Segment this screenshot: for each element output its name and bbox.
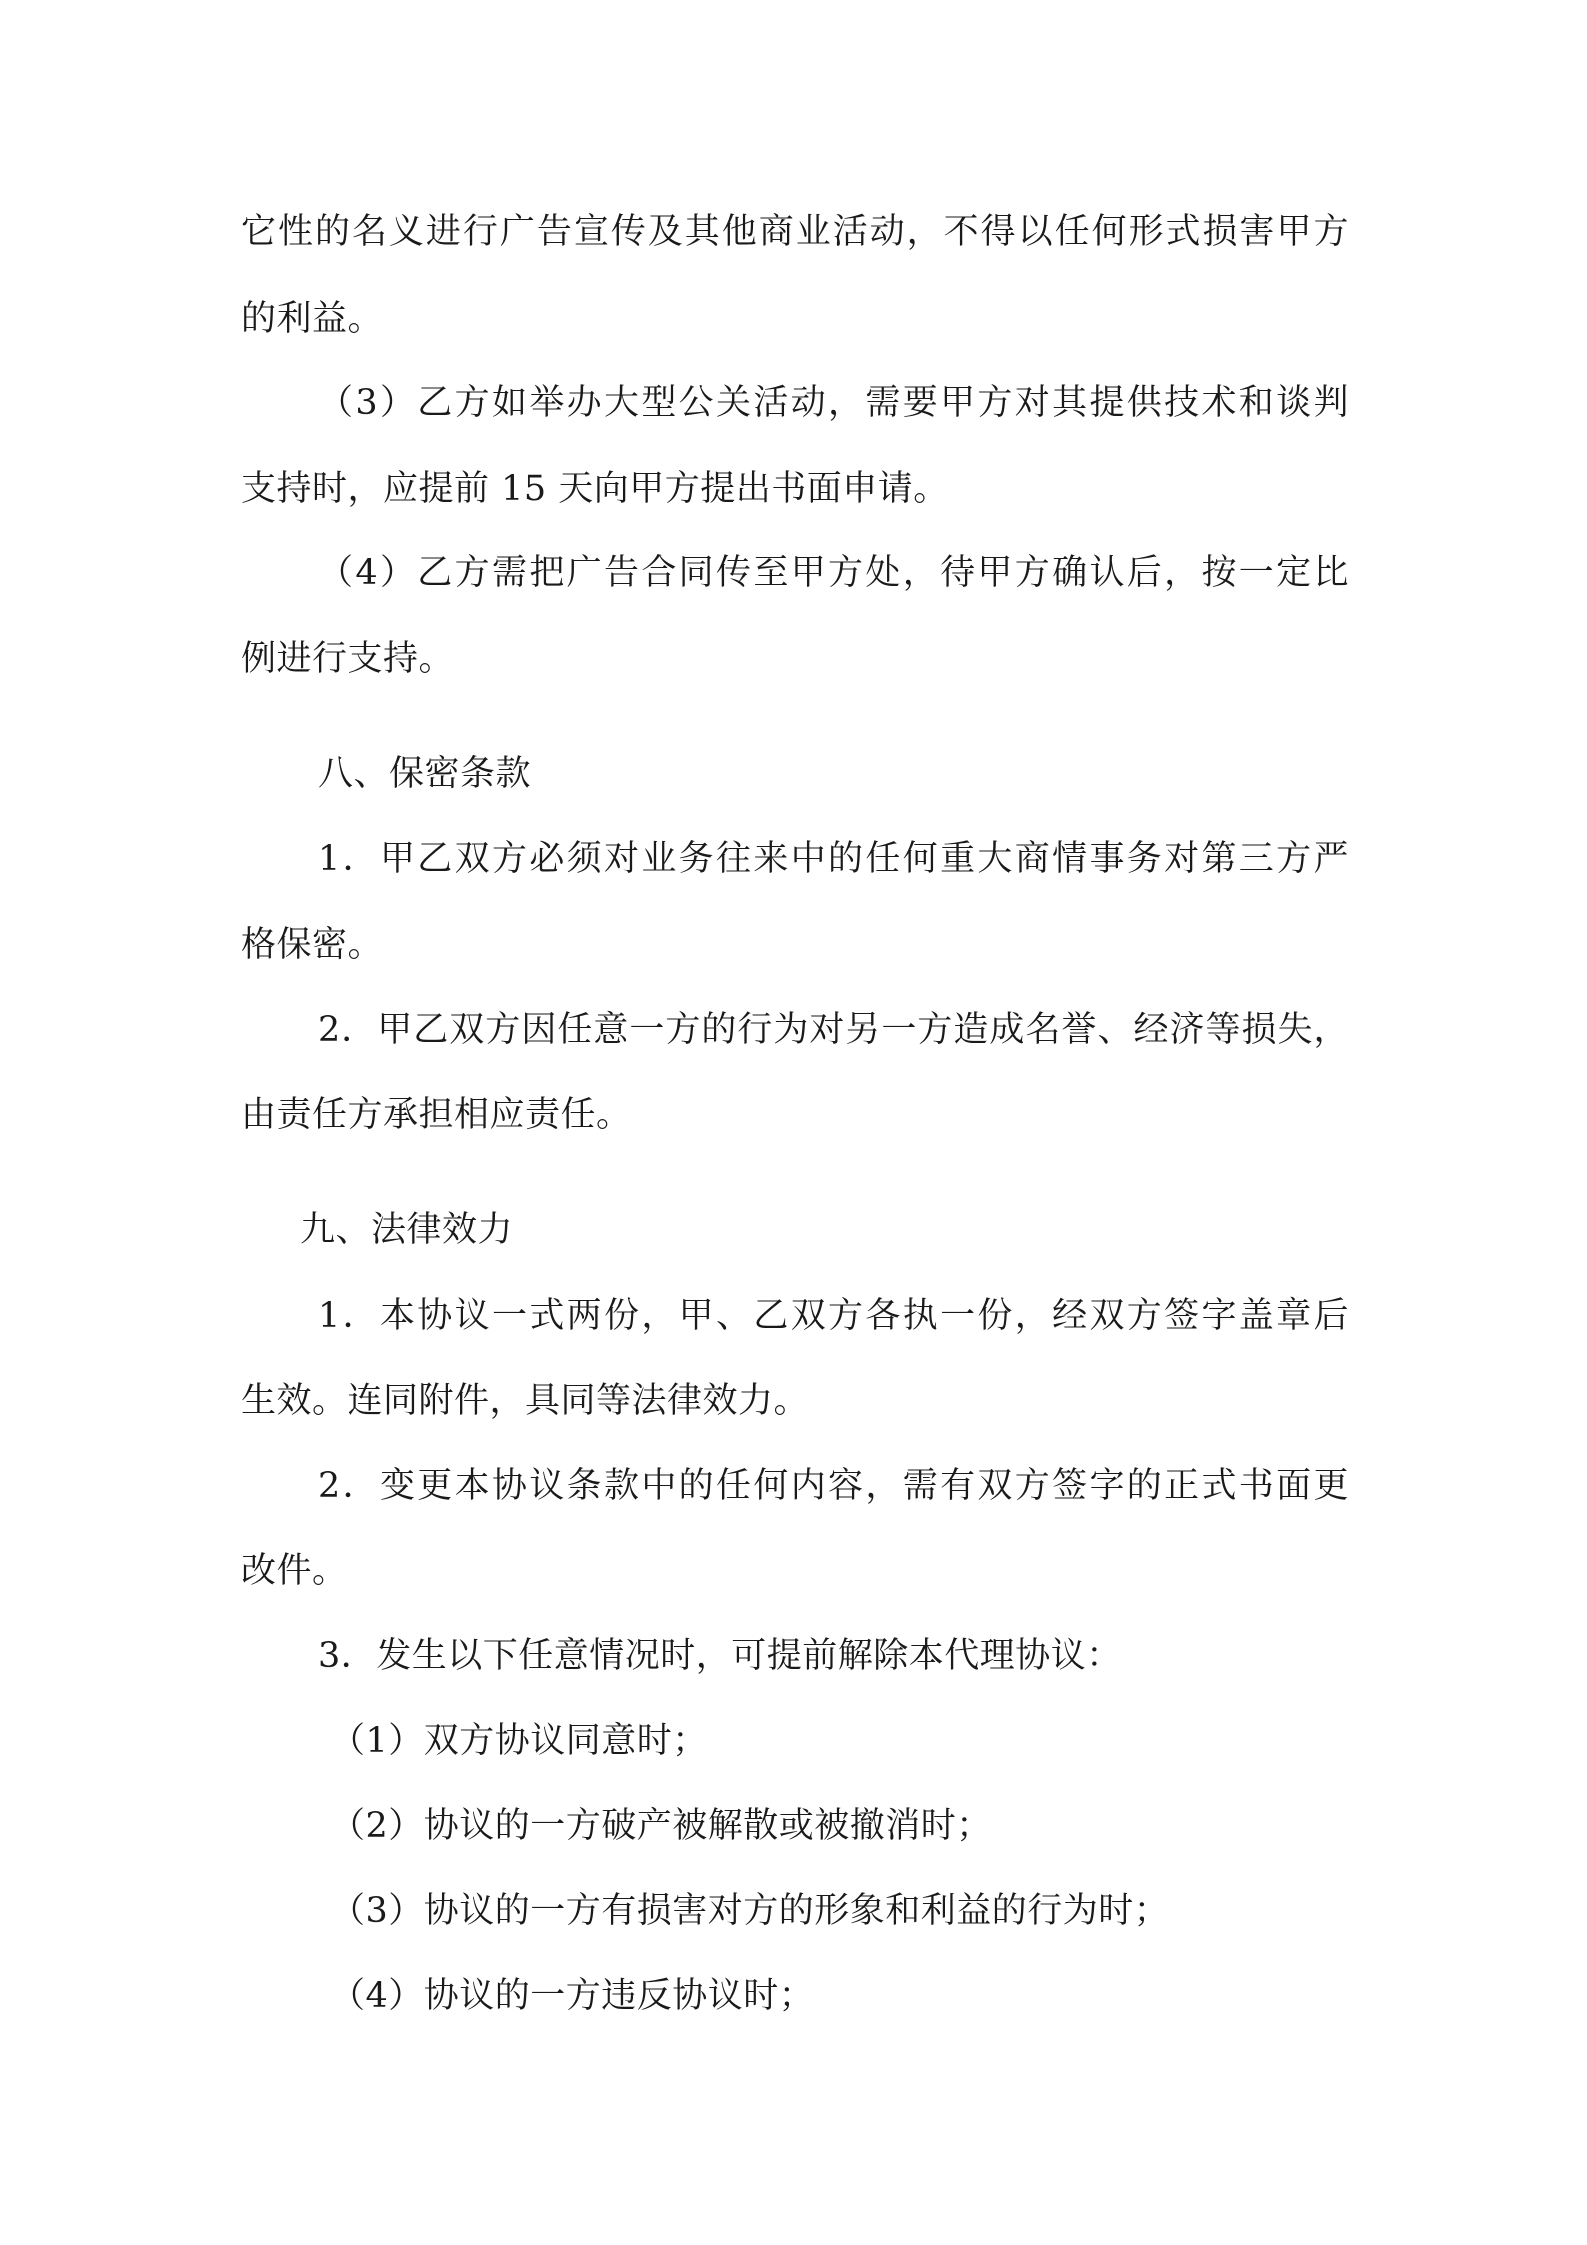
paragraph-line: 改件。 [241,1551,348,1591]
paragraph-line: 1．甲乙双方必须对业务往来中的任何重大商情事务对第三方严 [318,839,1349,879]
section-heading: 九、法律效力 [300,1210,514,1250]
paragraph-line: 格保密。 [241,925,384,965]
paragraph-line: 2．甲乙双方因任意一方的行为对另一方造成名誉、经济等损失， [318,1010,1349,1050]
list-item: （2）协议的一方破产被解散或被撤消时； [330,1806,992,1846]
paragraph-line: 例进行支持。 [241,639,455,679]
paragraph-line: （3）乙方如举办大型公关活动，需要甲方对其提供技术和谈判 [318,383,1349,423]
list-item: （1）双方协议同意时； [330,1721,708,1761]
paragraph-line: 2．变更本协议条款中的任何内容，需有双方签字的正式书面更 [318,1466,1349,1506]
list-item: （4）协议的一方违反协议时； [330,1976,815,2016]
paragraph-line: 的利益。 [241,299,384,339]
list-item: （3）协议的一方有损害对方的形象和利益的行为时； [330,1891,1170,1931]
paragraph-line: 它性的名义进行广告宣传及其他商业活动，不得以任何形式损害甲方 [241,212,1349,252]
paragraph-line: 生效。连同附件，具同等法律效力。 [241,1381,810,1421]
paragraph-line: 由责任方承担相应责任。 [241,1095,632,1135]
section-heading: 八、保密条款 [318,754,532,794]
paragraph-line: （4）乙方需把广告合同传至甲方处，待甲方确认后，按一定比 [318,553,1349,593]
paragraph-line: 1．本协议一式两份，甲、乙双方各执一份，经双方签字盖章后 [318,1296,1349,1336]
paragraph-line: 3．发生以下任意情况时，可提前解除本代理协议： [318,1636,1122,1676]
paragraph-line: 支持时，应提前 15 天向甲方提出书面申请。 [241,469,949,509]
